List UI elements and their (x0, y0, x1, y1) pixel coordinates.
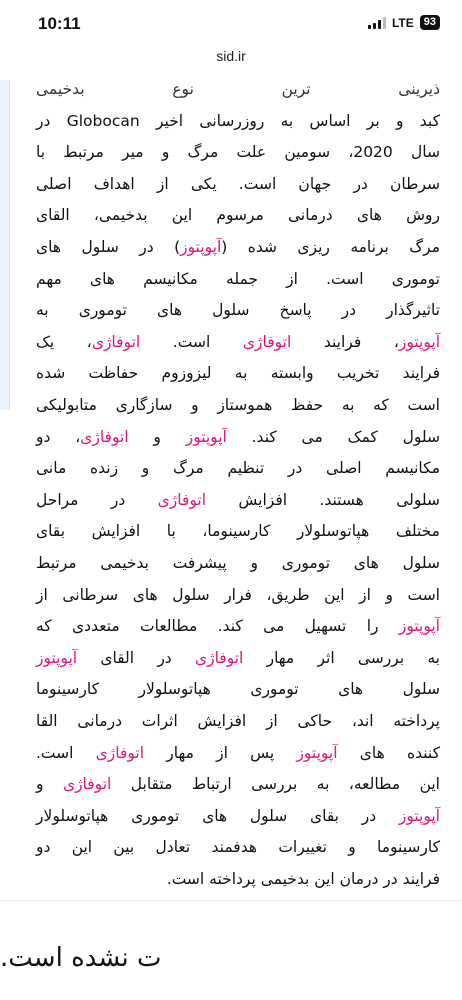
text-line (36, 295, 440, 325)
highlighted-term: آپوپتوز (398, 617, 440, 636)
text-segment: ) در سلول های (36, 238, 181, 256)
text-line (36, 169, 440, 199)
text-line (36, 611, 440, 641)
text-segment: در القای (77, 648, 195, 667)
highlighted-term: اتوفاژی (95, 743, 145, 762)
text-line (36, 769, 440, 799)
highlighted-term: اتوفاژی (62, 775, 112, 794)
text-segment: در بقای سلول های توموری هپاتوسلولار (36, 806, 399, 825)
section-text: ت نشده است. (0, 943, 162, 973)
text-line (36, 327, 440, 357)
text-line (36, 232, 440, 262)
text-segment: ، فرایند (291, 332, 399, 351)
text-segment: مرگ برنامه ریزی شده ( (221, 238, 440, 256)
highlighted-term: آپوپتوز (180, 238, 222, 256)
text-segment: و (36, 775, 63, 794)
text-line (36, 74, 440, 104)
text-segment: تاثیرگذار در پاسخ سلول های توموری به (36, 301, 440, 320)
highlighted-term: آپوپتوز (398, 806, 440, 825)
text-segment: این مطالعه، به بررسی ارتباط متقابل (111, 775, 440, 794)
text-segment: ، دو (36, 427, 81, 446)
status-bar (0, 0, 462, 44)
highlighted-term: آپوپتوز (185, 427, 227, 446)
text-segment: سلول های توموری و پیشرفت بدخیمی مرتبط (36, 554, 440, 572)
text-segment: سلولی هستند. افزایش (206, 490, 440, 509)
browser-url[interactable]: sid.ir (216, 48, 246, 64)
network-label: LTE (391, 15, 414, 30)
text-line (36, 516, 440, 546)
text-line (36, 738, 440, 768)
highlighted-term: اتوفاژی (242, 332, 292, 351)
text-segment: کارسینوما و تغییرات هدفمند تعادل بین این دو (36, 838, 440, 857)
text-segment: سرطان در جهان است. یکی از اهداف اصلی (36, 174, 440, 193)
text-segment: ، یک (36, 332, 92, 351)
text-segment: ذیرینی ترین نوع بدخیمی (36, 80, 440, 98)
highlighted-term: اتوفاژی (80, 427, 129, 446)
text-segment: پرداخته اند، حاکی از افزایش اثرات درمانی القا (36, 712, 440, 730)
text-line (36, 453, 440, 483)
text-line (36, 548, 440, 578)
text-line (36, 801, 440, 831)
text-segment: سلول های توموری هپاتوسلولار کارسینوما (36, 680, 440, 699)
text-line (36, 485, 440, 515)
status-time: 10:11 (38, 14, 81, 33)
article-abstract (36, 80, 441, 888)
text-segment: سال 2020، سومین علت مرگ و میر مرتبط با (36, 143, 440, 162)
text-segment: روش های درمانی مرسوم این بدخیمی، القای (36, 206, 440, 225)
text-segment: توموری است. از جمله مکانیسم های مهم (36, 269, 440, 288)
text-segment: است. (36, 743, 96, 762)
side-panel-edge (0, 80, 10, 410)
text-line (36, 137, 440, 167)
text-segment: فرایند در درمان این بدخیمی پرداخته است. (166, 870, 440, 888)
text-line (36, 706, 440, 736)
text-segment: مکانیسم اصلی در تنظیم مرگ و زنده مانی (36, 459, 440, 478)
battery-icon: 93 (420, 15, 440, 30)
highlighted-term: اتوفاژی (91, 332, 141, 351)
highlighted-term: آپوپتوز (296, 743, 338, 762)
signal-icon (368, 17, 386, 29)
text-line (36, 832, 440, 862)
text-segment: را تسهیل می کند. مطالعات متعددی که (36, 617, 399, 636)
text-segment: است که به حفظ هموستاز و سازگاری متابولیکی (36, 396, 440, 414)
text-segment: در مراحل (36, 490, 158, 509)
text-line (36, 106, 440, 136)
text-line (36, 422, 440, 452)
text-segment: کبد و بر اساس به روزرسانی اخیر Globocan در (36, 111, 440, 130)
text-line (36, 264, 440, 294)
text-segment: کننده های (337, 743, 440, 762)
text-line (36, 580, 440, 610)
divider (0, 900, 462, 901)
text-line (36, 674, 440, 704)
highlighted-term: اتوفاژی (157, 490, 207, 509)
text-segment: فرایند تخریب وابسته به لیزوزوم حفاظت شده (36, 364, 440, 383)
status-indicators (368, 15, 440, 30)
text-segment: سلول کمک می کند. (226, 427, 440, 446)
text-line (36, 864, 440, 894)
text-line (36, 390, 440, 420)
highlighted-term: آپوپتوز (36, 648, 78, 667)
text-segment: پس از مهار (144, 743, 297, 762)
text-segment: مختلف هپاتوسلولار کارسینوما، با افزایش بقای (36, 522, 440, 541)
text-segment: به بررسی اثر مهار (243, 648, 440, 667)
text-segment: و (128, 427, 186, 446)
text-line (36, 358, 440, 388)
text-segment: است و از این طریق، فرار سلول های سرطانی از (36, 585, 440, 604)
text-segment: است. (140, 332, 243, 351)
text-line (36, 643, 440, 673)
highlighted-term: اتوفاژی (194, 648, 244, 667)
text-line (36, 200, 440, 230)
highlighted-term: آپوپتوز (398, 332, 441, 351)
